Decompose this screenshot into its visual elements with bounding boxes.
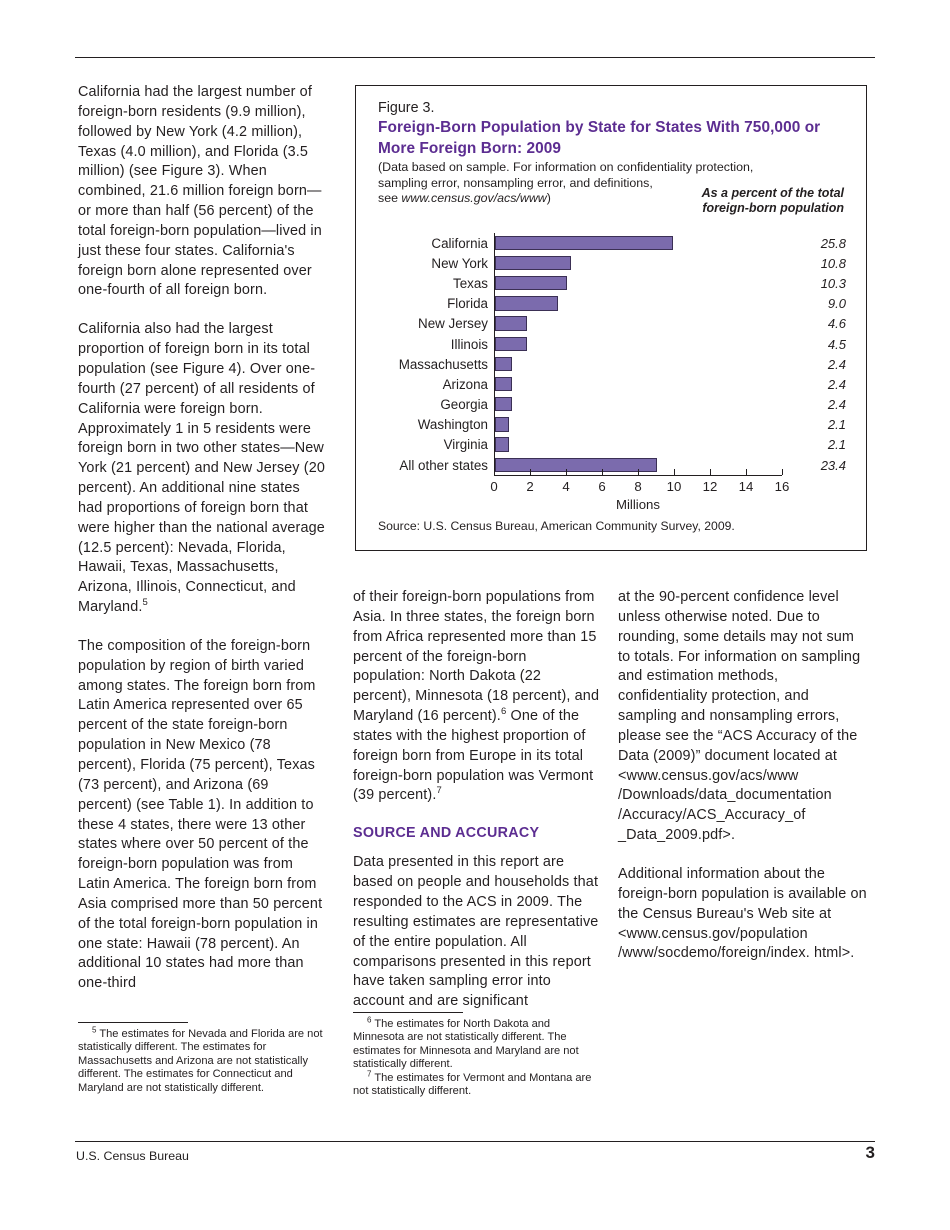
footnotes-middle — [353, 1012, 601, 1098]
chart-category-label: All other states — [399, 457, 488, 473]
footnote-7 — [353, 1068, 601, 1099]
chart-row — [378, 273, 846, 293]
chart-bar-track — [494, 334, 782, 354]
chart-percent-value: 9.0 — [827, 296, 846, 312]
chart-percent-value: 25.8 — [820, 235, 846, 251]
x-axis-tick — [746, 469, 747, 475]
chart-category-label: Texas — [453, 275, 488, 291]
x-axis-tick — [602, 469, 603, 475]
chart-bar — [495, 236, 673, 250]
chart-category-label: Arizona — [442, 376, 488, 392]
chart-row — [378, 395, 846, 415]
chart-category-label: Georgia — [440, 397, 488, 413]
chart-category-label: Massachusetts — [398, 356, 488, 372]
footnote-marker-5: 5 — [142, 597, 148, 609]
x-axis-tick — [674, 469, 675, 475]
chart-row — [378, 354, 846, 374]
x-axis-tick — [710, 469, 711, 475]
chart-bar — [495, 337, 527, 351]
figure-source-note: Source: U.S. Census Bureau, American Community Survey, 2009. — [378, 519, 735, 533]
middle-paragraph-2: Data presented in this report are based on people and households that responded to the ACS in 2009. The resulting estimates are representative of the entire population. All comparisons presented in this report have taken sampling error into account and are significant — [353, 854, 599, 1010]
footnote-6-marker: 6 — [367, 1015, 372, 1025]
chart-percent-value: 2.1 — [827, 437, 846, 453]
page-top-rule — [75, 57, 875, 58]
right-paragraph-2: Additional information about the foreign-born population is available on the Census Bureau's Web site at <www.census.gov/population /www/socdemo/foreign/index. html>. — [618, 865, 867, 962]
footer-page-number: 3 — [865, 1143, 875, 1162]
chart-category-label: New York — [431, 255, 488, 271]
chart-category-label: Florida — [447, 296, 488, 312]
middle-paragraph-1-cont: One of the states with the highest proportion of foreign born from Europe in its total foreign-born population was Vermont (39 percent). — [353, 708, 594, 804]
chart-bar-track — [494, 435, 782, 455]
chart-row — [378, 314, 846, 334]
footnote-5-text: The estimates for Nevada and Florida are not statistically different. The estimates for Massachusetts and Arizona are not statistically different. The estimates for Connecticut and Maryland are not statistically different. — [78, 1028, 323, 1094]
chart-row — [378, 294, 846, 314]
x-axis-tick — [530, 469, 531, 475]
chart-bar — [495, 377, 512, 391]
chart-percent-value: 4.6 — [827, 316, 846, 332]
chart-bar — [495, 458, 657, 472]
chart-row — [378, 374, 846, 394]
x-axis-tick-label: 6 — [598, 479, 606, 495]
footnote-6 — [353, 1015, 601, 1072]
chart-percent-value: 2.4 — [827, 356, 846, 372]
middle-text-column — [353, 588, 601, 1031]
figure-3-container — [355, 85, 867, 551]
x-axis-tick-label: 10 — [666, 479, 682, 495]
chart-bar-track — [494, 314, 782, 334]
chart-bar — [495, 256, 571, 270]
chart-bar — [495, 296, 558, 310]
x-axis-tick-label: 16 — [774, 479, 790, 495]
x-axis-tick-label: 14 — [738, 479, 754, 495]
x-axis-tick-label: 12 — [702, 479, 718, 495]
chart-percent-value: 4.5 — [827, 336, 846, 352]
paragraph-3: The composition of the foreign-born population by region of birth varied among states. The foreign born from Latin America represented over 65 percent of the state foreign-born population in New Mexico (78 percent), Florida (75 percent), Texas (73 percent), and Arizona (69 percent) (see Table 1). In addition to these 4 states, there were 13 other states where over 50 percent of the foreign-born population was from Latin America. The foreign born from Asia comprised more than 50 percent of the total foreign-born population in one state: Hawaii (78 percent). An additional 10 states had more than one-third — [78, 637, 323, 992]
footer-rule — [75, 1141, 875, 1142]
chart-bar-track — [494, 294, 782, 314]
chart-row — [378, 334, 846, 354]
middle-paragraph-1 — [353, 588, 601, 806]
chart-category-label: Virginia — [443, 437, 488, 453]
x-axis-tick — [566, 469, 567, 475]
footer-agency-name: U.S. Census Bureau — [76, 1149, 189, 1163]
chart-bar-track — [494, 253, 782, 273]
figure-title: Foreign-Born Population by State for States With 750,000 or More Foreign Born: 2009 — [378, 119, 821, 157]
chart-category-label: Washington — [417, 417, 488, 433]
chart-bar — [495, 357, 512, 371]
right-paragraph-1: at the 90-percent confidence level unless otherwise noted. Due to rounding, some details may not sum to totals. For information on sampling and estimation methods, confidentiality protection, and sampling and nonsampling errors, please see the “ACS Accuracy of the Data (2009)” document located at <www.census.gov/acs/www /Downloads/data_documentation /Accuracy/ACS_Accuracy_of _Data_2009.pdf>. — [618, 589, 861, 844]
chart-bar-track — [494, 354, 782, 374]
chart-rows — [378, 233, 846, 475]
census-url: www.census.gov/acs/www — [401, 191, 547, 206]
chart-bar-track — [494, 233, 782, 253]
footnote-5 — [78, 1025, 328, 1095]
chart-bar-track — [494, 415, 782, 435]
chart-category-label: California — [431, 235, 488, 251]
x-axis-tick-label: 0 — [490, 479, 498, 495]
middle-paragraph-1-text: of their foreign-born populations from Asia. In three states, the foreign born from Africa represented more than 15 percent of the foreign-born population: North Dakota (22 percent), Minnesota (18 percent), and Maryland (16 percent). — [353, 589, 600, 725]
right-text-column — [618, 588, 870, 983]
footnote-5-marker: 5 — [92, 1025, 97, 1035]
footnote-marker-6: 6 — [500, 706, 507, 718]
subtitle-line-1: (Data based on sample. For information on confidentiality protection, — [378, 160, 754, 174]
subtitle-line-2: sampling error, nonsampling error, and definitions, — [378, 175, 653, 190]
chart-category-label: Illinois — [450, 336, 488, 352]
chart-bar — [495, 437, 509, 451]
chart-percent-value: 23.4 — [820, 457, 846, 473]
chart-percent-value: 2.1 — [827, 417, 846, 433]
chart-row — [378, 253, 846, 273]
chart-bar — [495, 417, 509, 431]
chart-bar — [495, 316, 527, 330]
chart-bar-track — [494, 273, 782, 293]
x-axis-title: Millions — [616, 497, 660, 513]
footnote-6-text: The estimates for North Dakota and Minnesota are not statistically different. The estimates for Minnesota and Maryland are not statistically different. — [353, 1018, 579, 1071]
chart-percent-value: 2.4 — [827, 376, 846, 392]
left-text-column — [78, 83, 326, 1013]
percent-column-header: As a percent of the total foreign-born population — [701, 186, 844, 216]
footnotes-left — [78, 1022, 328, 1095]
footnote-rule-left — [78, 1022, 188, 1023]
footnote-marker-7: 7 — [436, 785, 442, 797]
chart-bar-track — [494, 395, 782, 415]
x-axis-tick — [638, 469, 639, 475]
chart-row — [378, 435, 846, 455]
subtitle-line-3-prefix: see — [378, 191, 402, 206]
x-axis-tick — [494, 469, 495, 475]
chart-bar — [495, 276, 567, 290]
chart-category-label: New Jersey — [418, 316, 488, 332]
paragraph-2 — [78, 320, 326, 618]
x-axis-tick-label: 4 — [562, 479, 570, 495]
chart-percent-value: 10.3 — [820, 275, 846, 291]
x-axis-tick-label: 2 — [526, 479, 534, 495]
chart-row — [378, 233, 846, 253]
chart-row — [378, 415, 846, 435]
bar-chart — [378, 233, 846, 513]
chart-row — [378, 455, 846, 475]
figure-label: Figure 3. — [378, 100, 435, 116]
paragraph-2-text: California also had the largest proportion of foreign born in its total population (see Figure 4). Over one-fourth (27 percent) of all residents of California were foreign born. Approximately 1 in 5 residents were foreign born in two other states—New York (21 percent) and New Jersey (20 percent). An additional nine states had proportions of foreign born that were higher than the national average (12.5 percent): Nevada, Florida, Hawaii, Texas, Massachusetts, Arizona, Illinois, Connecticut, and Maryland. — [78, 321, 326, 616]
chart-bar-track — [494, 374, 782, 394]
subtitle-line-3-suffix: ) — [546, 191, 551, 206]
paragraph-1: California had the largest number of foreign-born residents (9.9 million), followed by New York (4.2 million), Texas (4.0 million), and Florida (3.5 million) (see Figure 3). When combined, 21.6 million foreign born—or more than half (56 percent) of the total foreign-born population—lived in just these four states. California's foreign born alone represented over one-fourth of all foreign born. — [78, 84, 322, 299]
chart-percent-value: 10.8 — [820, 255, 846, 271]
x-axis-tick-label: 8 — [634, 479, 642, 495]
chart-percent-value: 2.4 — [827, 397, 846, 413]
section-heading-source-and-accuracy: SOURCE AND ACCURACY — [353, 825, 540, 842]
footnote-7-text: The estimates for Vermont and Montana are not statistically different. — [353, 1071, 592, 1098]
footnote-rule-middle — [353, 1012, 463, 1013]
x-axis-tick — [782, 469, 783, 475]
footnote-7-marker: 7 — [367, 1068, 372, 1078]
x-axis-line — [494, 475, 782, 476]
chart-bar — [495, 397, 512, 411]
